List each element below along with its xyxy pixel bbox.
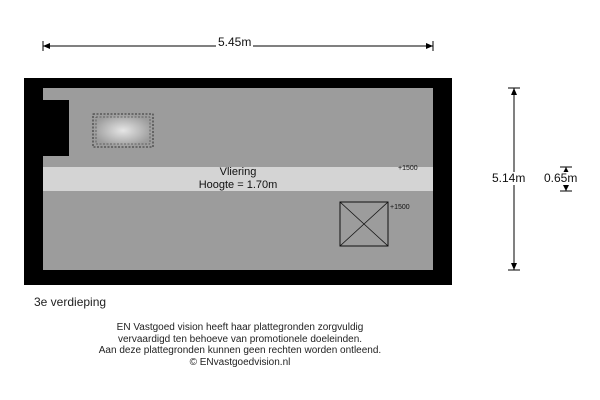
skylight <box>93 114 153 147</box>
disclaimer-line-4: © ENvastgoedvision.nl <box>189 356 291 368</box>
disclaimer <box>0 322 480 368</box>
elevation-lower: +1500 <box>390 204 410 211</box>
width-label: 5.45m <box>218 35 252 49</box>
sub-depth-label: 0.65m <box>544 171 578 185</box>
depth-label: 5.14m <box>492 171 526 185</box>
disclaimer-line-2: vervaardigd ten behoeve van promotionele doeleinden. <box>117 333 363 345</box>
disclaimer-line-3: Aan deze plattegronden kunnen geen rechten worden ontleend. <box>98 345 382 356</box>
room-label-group <box>43 166 433 192</box>
disclaimer-line-1: EN Vastgoed vision heeft haar plattegronden zorgvuldig <box>116 322 364 333</box>
room-height: Hoogte = 1.70m <box>198 179 278 191</box>
floor-label: 3e verdieping <box>34 295 107 309</box>
chimney-block <box>43 100 69 156</box>
depth-arrow-top <box>511 88 517 95</box>
room-name: Vliering <box>219 166 257 178</box>
elevation-upper: +1500 <box>398 165 418 172</box>
sub-arrow-bottom <box>563 185 569 191</box>
width-arrow-left <box>43 43 50 49</box>
width-arrow-right <box>426 43 433 49</box>
depth-arrow-bottom <box>511 263 517 270</box>
